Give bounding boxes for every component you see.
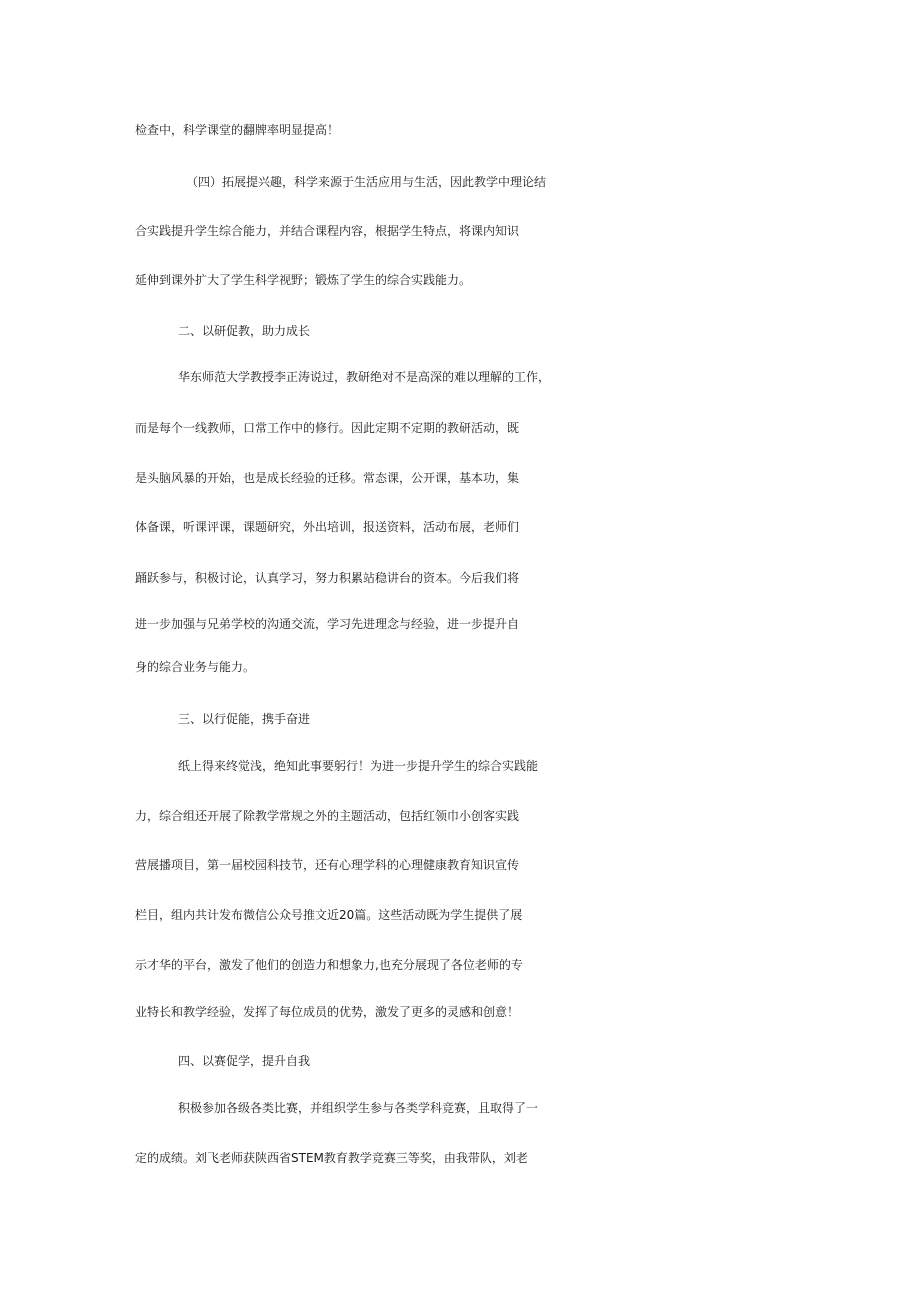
section-heading-four: 四、以赛促学，提升自我 [178,1054,311,1068]
text-line: 是头脑风暴的开始，也是成长经验的迁移。常态课，公开课，基本功，集 [135,471,520,485]
text-line: 身的综合业务与能力。 [135,660,256,674]
paragraph-heading-four: （四）拓展提兴趣，科学来源于生活应用与生活，因此教学中理论结 [186,175,547,189]
text-line: 进一步加强与兄弟学校的沟通交流，学习先进理念与经验，进一步提升自 [135,617,520,631]
section-heading-two: 二、以研促教，助力成长 [178,324,311,338]
text-line: 踊跃参与，积极讨论，认真学习，努力积累站稳讲台的资本。今后我们将 [135,571,520,585]
text-line: 华东师范大学教授李正涛说过，教研绝对不是高深的难以理解的工作， [178,370,551,384]
text-line: 积极参加各级各类比赛，并组织学生参与各类学科竞赛，且取得了一 [178,1101,539,1115]
text-line: 合实践提升学生综合能力，并结合课程内容，根据学生特点，将课内知识 [135,224,520,238]
text-line: 力，综合组还开展了除教学常规之外的主题活动，包括红领巾小创客实践 [135,809,520,823]
text-line: 而是每个一线教师，口常工作中的修行。因此定期不定期的教研活动，既 [135,421,520,435]
text-line: 栏目，组内共计发布微信公众号推文近20篇。这些活动既为学生提供了展 [135,908,523,922]
text-line: 检查中，科学课堂的翻牌率明显提高！ [135,123,340,137]
text-line: 延伸到课外扩大了学生科学视野；锻炼了学生的综合实践能力。 [135,273,472,287]
text-line: 定的成绩。刘飞老师获陕西省STEM教育教学竞赛三等奖，由我带队，刘老 [135,1151,528,1165]
text-line: 示才华的平台，激发了他们的创造力和想象力,也充分展现了各位老师的专 [135,958,523,972]
section-heading-three: 三、以行促能，携手奋进 [178,712,311,726]
text-line: 业特长和教学经验，发挥了每位成员的优势，激发了更多的灵感和创意！ [135,1005,520,1019]
text-line: 体备课，听课评课，课题研究，外出培训，报送资料，活动布展，老师们 [135,520,520,534]
text-line: 营展播项目，第一届校园科技节，还有心理学科的心理健康教育知识宣传 [135,858,520,872]
text-line: 纸上得来终觉浅，绝知此事要躬行！为进一步提升学生的综合实践能 [178,759,539,773]
